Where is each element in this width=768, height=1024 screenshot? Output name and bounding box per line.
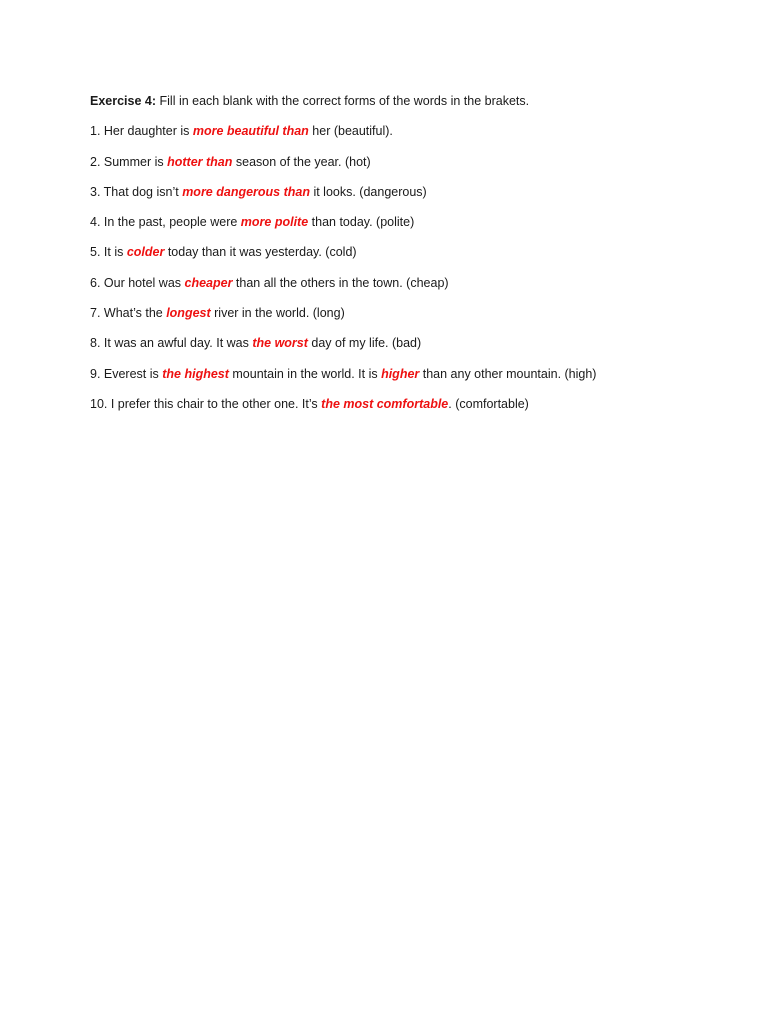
item-answer: hotter than xyxy=(167,154,233,169)
exercise-content xyxy=(90,93,730,426)
exercise-item-7 xyxy=(90,305,730,321)
item-text: 1. Her daughter is xyxy=(90,124,193,139)
item-text: 9. Everest is xyxy=(90,366,163,381)
item-text: . (comfortable) xyxy=(448,396,529,411)
item-text: today than it was yesterday. (cold) xyxy=(164,245,357,260)
item-answer: the highest xyxy=(162,366,229,381)
item-answer: more dangerous than xyxy=(182,184,310,199)
item-answer: more polite xyxy=(240,215,309,230)
item-answer: the most comfortable xyxy=(321,396,449,411)
item-text: her (beautiful). xyxy=(308,124,393,139)
item-text: than today. (polite) xyxy=(308,215,415,230)
item-text: 7. What’s the xyxy=(90,306,167,321)
exercise-instruction: Fill in each blank with the correct forms of the words in the brakets. xyxy=(156,94,530,108)
item-text: than any other mountain. (high) xyxy=(419,366,597,381)
exercise-item-8 xyxy=(90,335,730,351)
item-text: 8. It was an awful day. It was xyxy=(90,336,253,351)
item-answer-2: higher xyxy=(381,366,420,381)
item-text: 4. In the past, people were xyxy=(90,215,241,230)
item-answer: longest xyxy=(166,306,211,321)
item-answer: colder xyxy=(126,245,165,260)
exercise-item-6 xyxy=(90,275,730,291)
item-text: mountain in the world. It is xyxy=(228,366,382,381)
item-text: day of my life. (bad) xyxy=(307,336,422,351)
exercise-item-5 xyxy=(90,244,730,260)
item-text: 10. I prefer this chair to the other one. It’s xyxy=(90,396,322,411)
item-answer: more beautiful than xyxy=(192,124,309,139)
item-text: it looks. (dangerous) xyxy=(309,184,427,199)
exercise-label: Exercise 4: xyxy=(90,94,157,108)
exercise-item-2 xyxy=(90,154,730,170)
item-text: season of the year. (hot) xyxy=(232,154,371,169)
item-text: 2. Summer is xyxy=(90,154,168,169)
exercise-item-9 xyxy=(90,366,730,382)
item-text: river in the world. (long) xyxy=(210,306,345,321)
exercise-item-3 xyxy=(90,184,730,200)
item-text: 5. It is xyxy=(90,245,127,260)
exercise-heading xyxy=(90,93,730,109)
exercise-item-10 xyxy=(90,396,730,412)
item-answer: the worst xyxy=(252,336,308,351)
item-text: 6. Our hotel was xyxy=(90,275,185,290)
item-text: 3. That dog isn’t xyxy=(90,184,183,199)
exercise-item-1 xyxy=(90,123,730,139)
exercise-item-4 xyxy=(90,214,730,230)
item-answer: cheaper xyxy=(184,275,233,290)
item-text: than all the others in the town. (cheap) xyxy=(232,275,449,290)
